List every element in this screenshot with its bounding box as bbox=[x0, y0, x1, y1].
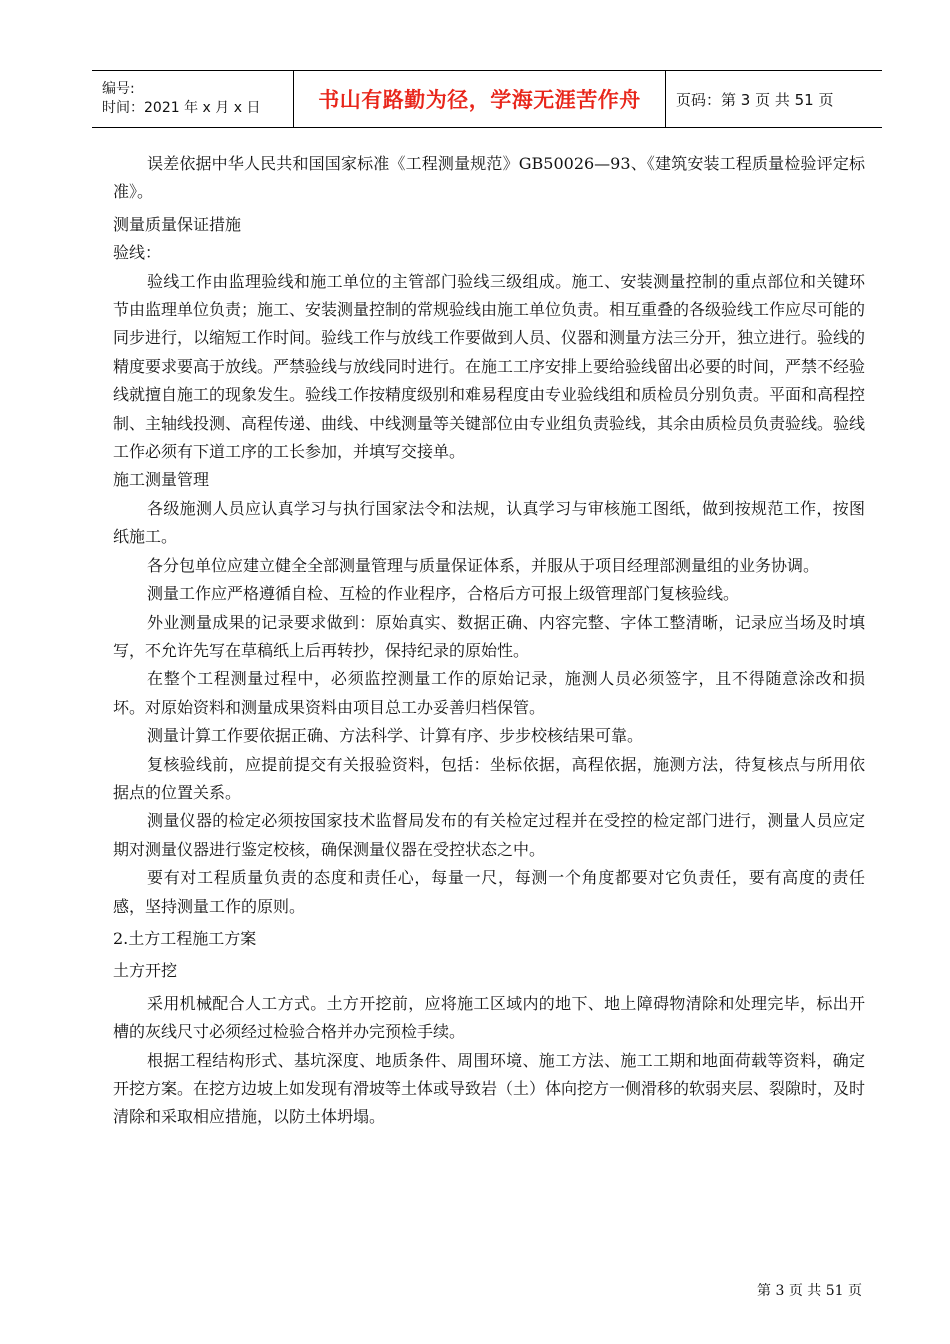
paragraph-management-2: 各分包单位应建立健全全部测量管理与质量保证体系，并服从于项目经理部测量组的业务协调。 bbox=[147, 555, 820, 575]
document-body bbox=[113, 150, 865, 1132]
subheading-excavation: 土方开挖 bbox=[113, 961, 178, 981]
paragraph-excavation-1: 采用机械配合人工方式。土方开挖前，应将施工区域内的地下、地上障碍物清除和处理完毕，标出开槽的灰线尺寸必须经过检验合格并办完预检手续。 bbox=[113, 993, 865, 1042]
header-meta bbox=[92, 71, 294, 127]
subheading-line-check: 验线： bbox=[113, 243, 162, 263]
header-motto: 书山有路勤为径，学海无涯苦作舟 bbox=[294, 71, 666, 127]
paragraph-management-7: 复核验线前，应提前提交有关报验资料，包括：坐标依据，高程依据，施测方法，待复核点与所用依据点的位置关系。 bbox=[113, 754, 865, 802]
header-page-info: 页码：第 3 页 共 51 页 bbox=[676, 90, 834, 109]
paragraph-management-3: 测量工作应严格遵循自检、互检的作业程序，合格后方可报上级管理部门复核验线。 bbox=[147, 584, 740, 604]
paragraph-management-8: 测量仪器的检定必须按国家技术监督局发布的有关检定过程并在受控的检定部门进行，测量人员应定期对测量仪器进行鉴定校核，确保测量仪器在受控状态之中。 bbox=[113, 811, 865, 859]
page-header bbox=[92, 70, 882, 128]
paragraph-management-4: 外业测量成果的记录要求做到：原始真实、数据正确、内容完整、字体工整清晰，记录应当场及时填写，不允许先写在草稿纸上后再转抄，保持纪录的原始性。 bbox=[113, 612, 865, 660]
paragraph-management-6: 测量计算工作要依据正确、方法科学、计算有序、步步校核结果可靠。 bbox=[147, 726, 644, 746]
section-heading-earthwork: 2.土方工程施工方案 bbox=[113, 928, 257, 948]
paragraph-management-1: 各级施测人员应认真学习与执行国家法令和法规，认真学习与审核施工图纸，做到按规范工作，按图纸施工。 bbox=[113, 498, 865, 547]
paragraph-management-9: 要有对工程质量负责的态度和责任心，每量一尺，每测一个角度都要对它负责任，要有高度的责任感，坚持测量工作的原则。 bbox=[113, 868, 865, 916]
document-time-label: 时间：2021 年 x 月 x 日 bbox=[102, 100, 261, 116]
paragraph-line-check: 验线工作由监理验线和施工单位的主管部门验线三级组成。施工、安装测量控制的重点部位和关键环节由监理单位负责；施工、安装测量控制的常规验线由施工单位负责。相互重叠的各级验线工作应尽可能的同步进行，以缩短工作时间。验线工作与放线工作要做到人员、仪器和测量方法三分开，独立进行。验线的精度要求要高于放线。严禁验线与放线同时进行。在施工工序安排上要给验线留出必要的时间，严禁不经验线就擅自施工的现象发生。验线工作按精度级别和难易程度由专业验线组和质检员分别负责。平面和高程控制、主轴线投测、高程传递、曲线、中线测量等关键部位由专业组负责验线，其余由质检员负责验线。验线工作必须有下道工序的工长参加，并填写交接单。 bbox=[113, 271, 866, 462]
document-number-label: 编号: bbox=[102, 81, 135, 97]
section-heading-management: 施工测量管理 bbox=[113, 470, 210, 490]
paragraph-management-5: 在整个工程测量过程中，必须监控测量工作的原始记录，施测人员必须签字，且不得随意涂改和损坏。对原始资料和测量成果资料由项目总工办妥善归档保管。 bbox=[113, 669, 865, 717]
paragraph-excavation-2: 根据工程结构形式、基坑深度、地质条件、周围环境、施工方法、施工工期和地面荷载等资料，确定开挖方案。在挖方边坡上如发现有滑坡等土体或导致岩（土）体向挖方一侧滑移的软弱夹层、裂隙时，及时清除和采取相应措施，以防土体坍塌。 bbox=[113, 1050, 866, 1127]
section-heading-quality: 测量质量保证措施 bbox=[113, 214, 242, 234]
page-footer: 第 3 页 共 51 页 bbox=[757, 1283, 862, 1299]
paragraph-standards: 误差依据中华人民共和国国家标准《工程测量规范》GB50026—93、《建筑安装工程质量检验评定标准》。 bbox=[113, 154, 865, 202]
